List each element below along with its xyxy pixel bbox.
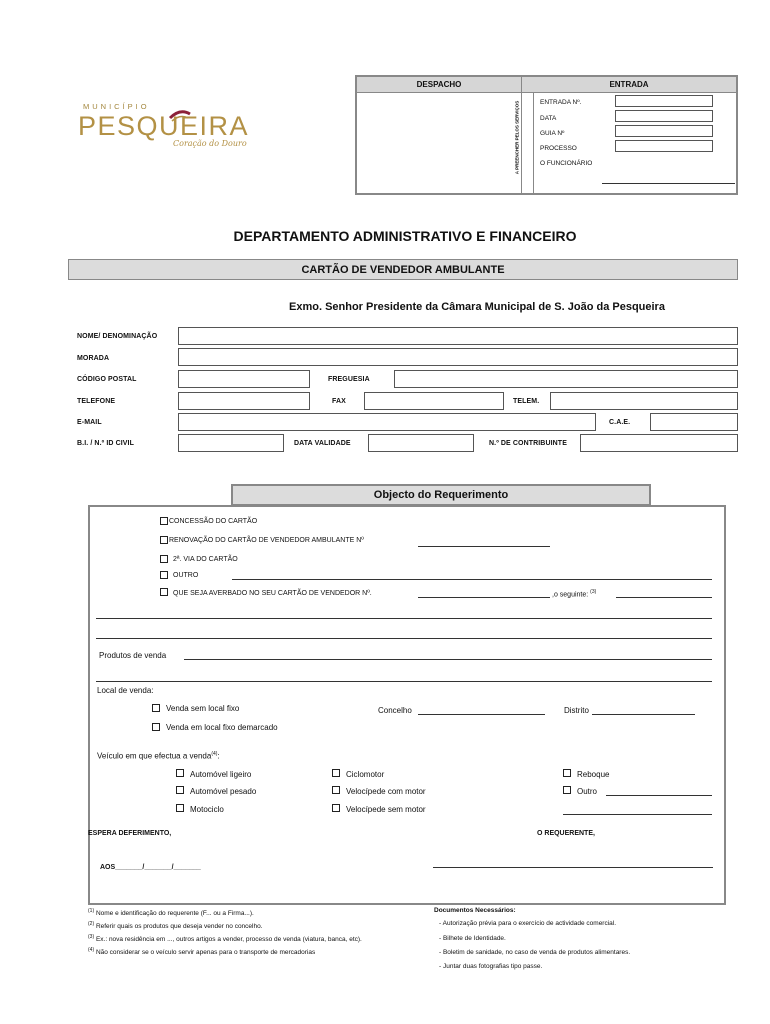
segunda-via-checkbox[interactable] [160, 555, 168, 563]
motociclo-checkbox[interactable] [176, 804, 184, 812]
concelho-label: Concelho [378, 706, 412, 715]
outro-option-line[interactable] [232, 570, 712, 580]
velocipede-motor-checkbox[interactable] [332, 786, 340, 794]
codigo-postal-input[interactable] [178, 370, 310, 388]
stamp-data-field[interactable] [615, 110, 713, 122]
velocipede-motor-label: Velocípede com motor [346, 787, 426, 796]
morada-label: MORADA [77, 355, 110, 362]
signature-line[interactable] [433, 858, 713, 868]
outro-veiculo-line[interactable] [606, 786, 712, 796]
ligeiro-label: Automóvel ligeiro [190, 770, 252, 779]
local-venda-label: Local de venda: [97, 686, 154, 695]
averbado-checkbox[interactable] [160, 588, 168, 596]
freguesia-input[interactable] [394, 370, 738, 388]
pesado-label: Automóvel pesado [190, 787, 257, 796]
fax-label: FAX [332, 398, 346, 405]
concessao-checkbox[interactable] [160, 517, 168, 525]
bi-input[interactable] [178, 434, 284, 452]
venda-sem-local-checkbox[interactable] [152, 704, 160, 712]
reboque-label: Reboque [577, 770, 610, 779]
distrito-label: Distrito [564, 706, 589, 715]
stamp-entrada-no-label: ENTRADA Nº. [540, 99, 582, 106]
telefone-label: TELEFONE [77, 398, 116, 405]
stamp-guia-label: GUIA Nº [540, 130, 565, 137]
outro-option-checkbox[interactable] [160, 571, 168, 579]
stamp-despacho-header: DESPACHO [357, 77, 522, 93]
distrito-line[interactable] [592, 705, 695, 715]
objecto-header: Objecto do Requerimento [231, 484, 651, 506]
form-title-bar: CARTÃO DE VENDEDOR AMBULANTE [68, 259, 738, 280]
espera-deferimento: ESPERA DEFERIMENTO, [88, 830, 172, 837]
contribuinte-input[interactable] [580, 434, 738, 452]
veiculo-label: Veículo em que efectua a venda$^{(4)}$: [97, 751, 220, 761]
stamp-entrada-no-field[interactable] [615, 95, 713, 107]
document-item: - Juntar duas fotografias tipo passe. [439, 963, 543, 970]
logo-name: PESQUEIRA [78, 111, 250, 141]
produtos-label: Produtos de venda [99, 651, 167, 660]
concelho-line[interactable] [418, 705, 545, 715]
venda-local-demarcado-label: Venda em local fixo demarcado [166, 723, 278, 732]
email-input[interactable] [178, 413, 596, 431]
nome-input[interactable] [178, 327, 738, 345]
stamp-processo-field[interactable] [615, 140, 713, 152]
ligeiro-checkbox[interactable] [176, 769, 184, 777]
footnote-3: $^{(3)}$ Ex.: nova residência em ..., outros artigos a vender, processo de venda (viatura, banca, etc). [88, 934, 362, 944]
ciclomotor-label: Ciclomotor [346, 770, 385, 779]
segunda-via-label: 2ª. VIA DO CARTÃO [173, 556, 238, 563]
freguesia-label: FREGUESIA [328, 376, 370, 383]
footnote-2: $^{(2)}$ Referir quais os produtos que deseja vender no concelho. [88, 921, 263, 931]
cae-label: C.A.E. [609, 419, 631, 426]
stamp-processo-label: PROCESSO [540, 145, 577, 152]
logo-municipio: MUNICÍPIO [83, 102, 150, 111]
aos-date[interactable]: AOS_______/_______/_______ [100, 864, 201, 871]
codigo-postal-label: CÓDIGO POSTAL [77, 376, 137, 383]
documents-title: Documentos Necessários: [434, 907, 516, 914]
o-requerente: O REQUERENTE, [537, 830, 595, 837]
venda-sem-local-label: Venda sem local fixo [166, 704, 240, 713]
telem-input[interactable] [550, 392, 738, 410]
stamp-entrada-header: ENTRADA [522, 77, 736, 93]
concessao-label: CONCESSÃO DO CARTÃO [169, 518, 258, 525]
document-item: - Boletim de sanidade, no caso de venda de produtos alimentares. [439, 949, 631, 956]
outro-veiculo-line-2[interactable] [563, 805, 712, 815]
averbado-number-line[interactable] [418, 588, 550, 598]
document-item: - Bilhete de Identidade. [439, 935, 506, 942]
cae-input[interactable] [650, 413, 738, 431]
venda-local-demarcado-checkbox[interactable] [152, 723, 160, 731]
fax-input[interactable] [364, 392, 504, 410]
document-item: - Autorização prévia para o exercício de actividade comercial. [439, 920, 617, 927]
stamp-funcionario-line[interactable] [602, 183, 735, 184]
stamp-vertical-label: A PREENCHER PELOS SERVIÇOS [514, 100, 520, 175]
office-use-stamp [355, 75, 738, 195]
stamp-guia-field[interactable] [615, 125, 713, 137]
data-validade-input[interactable] [368, 434, 474, 452]
description-line-1[interactable] [96, 609, 712, 619]
outro-veiculo-checkbox[interactable] [563, 786, 571, 794]
footnote-4: $^{(4)}$ Não considerar se o veículo servir apenas para o transporte de mercadorias [88, 947, 316, 957]
produtos-line-1[interactable] [184, 650, 712, 660]
data-validade-label: DATA VALIDADE [294, 440, 351, 447]
email-label: E-MAIL [77, 419, 102, 426]
morada-input[interactable] [178, 348, 738, 366]
salutation: Exmo. Senhor Presidente da Câmara Municipal de S. João da Pesqueira [289, 301, 665, 313]
footnote-1: $^{(1)}$ Nome e identificação do requerente (F... ou a Firma...). [88, 908, 254, 918]
contribuinte-label: N.º DE CONTRIBUINTE [489, 440, 567, 447]
outro-option-label: OUTRO [173, 572, 199, 579]
ciclomotor-checkbox[interactable] [332, 769, 340, 777]
o-seguinte-label: ,o seguinte: $^{(3)}$ [552, 589, 597, 599]
renovacao-label: RENOVAÇÃO DO CARTÃO DE VENDEDOR AMBULANTE Nº [169, 537, 364, 544]
department-title: DEPARTAMENTO ADMINISTRATIVO E FINANCEIRO [233, 228, 577, 244]
velocipede-sem-motor-label: Velocípede sem motor [346, 805, 426, 814]
produtos-line-2[interactable] [96, 672, 712, 682]
velocipede-sem-motor-checkbox[interactable] [332, 804, 340, 812]
bi-label: B.I. / N.º ID CIVIL [77, 440, 134, 447]
stamp-funcionario-label: O FUNCIONÁRIO [540, 160, 593, 167]
municipality-logo [78, 102, 258, 152]
motociclo-label: Motociclo [190, 805, 224, 814]
stamp-data-label: DATA [540, 115, 557, 122]
outro-veiculo-label: Outro [577, 787, 598, 796]
telem-label: TELEM. [513, 398, 540, 405]
logo-emblem-icon [168, 108, 192, 124]
nome-label: NOME/ DENOMINAÇÃO [77, 333, 158, 340]
logo-tagline: Coração do Douro [173, 139, 247, 148]
renovacao-checkbox[interactable] [160, 536, 168, 544]
averbado-label: QUE SEJA AVERBADO NO SEU CARTÃO DE VENDEDOR Nº. [173, 590, 372, 597]
renovacao-number-line[interactable] [418, 537, 550, 547]
description-line-2[interactable] [96, 629, 712, 639]
telefone-input[interactable] [178, 392, 310, 410]
o-seguinte-line[interactable] [616, 588, 712, 598]
reboque-checkbox[interactable] [563, 769, 571, 777]
pesado-checkbox[interactable] [176, 786, 184, 794]
